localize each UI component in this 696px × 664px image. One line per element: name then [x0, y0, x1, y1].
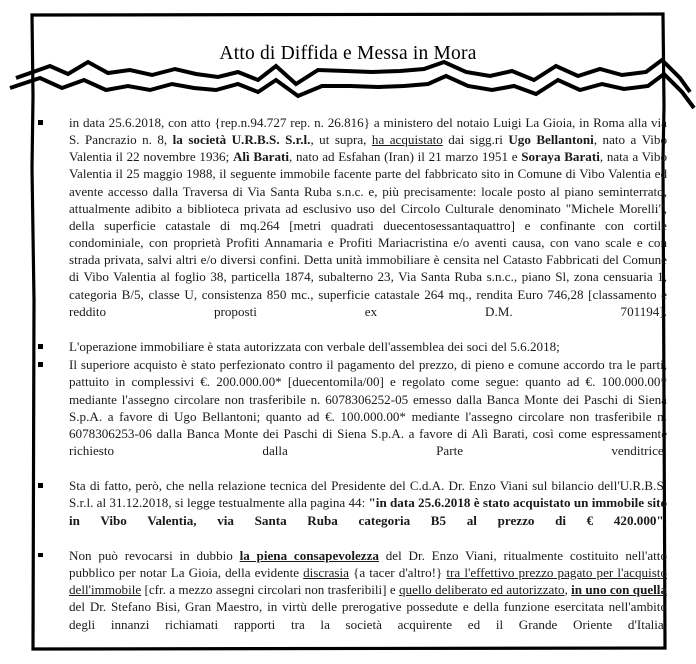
plain-text: Non può revocarsi in dubbio [69, 547, 240, 563]
plain-text: , [564, 582, 572, 598]
bullet-square-icon [38, 362, 43, 367]
plain-text: Il superiore acquisto è stato perfezionato contro il pagamento del prezzo, di pieno e comune accordo tra le parti, pattuito in complessivi €. 200.000.00* [duecentomila/00] e regolato come segue: quanto ad €. 100.000.00* mediante l'assegno circolare non trasferibile n. 6078306252-05 emesso dalla Banca Monte dei Paschi di Siena S.p.A. a favore di Ugo Bellantoni; quanto ad €. 100.000.00* mediante l'assegno circolare non trasferibile n. 6078306253-06 dalla Banca Monte dei Paschi di Siena S.p.A. a favore di Alì Barati, così come espressamente richiesto dalla Parte venditrice. [69, 357, 667, 458]
underlined-text: tra l'effettivo prezzo pagato per l'acquisto dell'immobile [69, 565, 667, 598]
paragraph-text [69, 114, 667, 337]
bold-text: Soraya Barati [521, 149, 600, 165]
underlined-text: quello deliberato ed autorizzato [399, 582, 565, 598]
paragraph-text [69, 477, 667, 546]
document-body [31, 114, 667, 651]
plain-text: [cfr. a mezzo assegni circolari non trasferibili] e [141, 582, 399, 598]
list-item [31, 114, 667, 337]
plain-text: , ut supra, [310, 132, 372, 148]
bullet-square-icon [38, 120, 43, 125]
bullet-square-icon [38, 553, 43, 558]
bold-text: la società U.R.B.S. S.r.l. [172, 132, 311, 148]
bold-text: Ugo Bellantoni [508, 132, 594, 148]
plain-text: {a tacer d'altro!} [348, 565, 447, 581]
list-item [31, 477, 667, 546]
underlined-text: ha acquistato [371, 132, 443, 148]
plain-text: , nato a Vibo Valentia il 22 novembre 1936; [69, 132, 667, 165]
plain-text: L'operazione immobiliare è stata autorizzata con verbale dell'assemblea dei soci del 5.6.2018; [69, 339, 560, 355]
bullet-square-icon [38, 483, 43, 488]
bold-underlined-text: la piena consapevolezza [239, 547, 379, 563]
list-item [31, 356, 667, 476]
plain-text: , nato ad Esfahan (Iran) il 21 marzo 1951 e [289, 149, 522, 165]
bold-text: "in data 25.6.2018 è stato acquistato un immobile sito in Vibo Valentia, via Santa Ruba categoria B5 al prezzo di € 420.000" [69, 495, 667, 528]
bold-underlined-text: in uno con quella [571, 582, 667, 598]
plain-text: del Dr. Enzo Viani, ritualmente costituito nell'atto pubblico per notar La Gioia, della evidente [69, 547, 667, 581]
plain-text: del Dr. Stefano Bisi, Gran Maestro, in virtù delle prerogative possedute e della funzione esercitata nell'ambito degli innanzi richiamati rapporti tra la società acquirente ed il Grande Oriente d'Italia. [69, 599, 667, 632]
tear-line-lower [10, 74, 694, 108]
list-item [31, 338, 667, 355]
paragraph-text [69, 356, 667, 476]
title-container [0, 30, 696, 78]
plain-text: . [663, 512, 667, 528]
bullet-list [31, 114, 667, 650]
plain-text: in data 25.6.2018, con atto {rep.n.94.727 rep. n. 26.816} a ministero del notaio Luigi La Gioia, in Roma alla via S. Pancrazio n. 8, [69, 115, 667, 148]
plain-text: Sta di fatto, però, che nella relazione tecnica del Presidente del C.d.A. Dr. Enzo Viani sul bilancio dell'U.R.B.S. S.r.l. al 31.12.2018, si legge testualmente alla pagina 44: [69, 478, 667, 511]
paragraph-text [69, 547, 667, 650]
plain-text: dai sigg.ri [442, 132, 509, 148]
plain-text: , nata a Vibo Valentia il 25 maggio 1988, il seguente immobile facente parte del fabbricato sito in Comune di Vibo Valentia ed avente accesso dalla Traversa di Via Santa Ruba s.n.c. e, più precisamente: locale posto al piano seminterrato, attualmente adibito a biblioteca privata ad esclusivo uso del Circolo Culturale denominato "Michele Morelli", della superficie catastale di mq.264 [metri quadrati duecentosessantaquattro] e confinante con cortile condominiale, con proprietà Profiti Annamaria e Profiti Mariacristina e/o aventi causa, con vano scale e con strada privata, salvi altri e/o diversi confini. Detta unità immobiliare è censita nel Catasto Fabbricati del Comune di Vibo Valentia al foglio 38, particella 1874, subalterno 23, Via Santa Ruba s.n.c., piano Sl, zona censuaria 1, categoria B/5, classe U, consistenza 850 mc., superficie catastale 264 mq., rendita Euro 746,28 [classamento e reddito proposti ex D.M. 701194]. [69, 149, 667, 319]
bold-text: Alì Barati [232, 149, 290, 165]
page-title: Atto di Diffida e Messa in Mora [219, 43, 477, 65]
paragraph-text [69, 338, 667, 355]
underlined-text: discrasia [303, 565, 349, 581]
bullet-square-icon [38, 344, 43, 349]
list-item [31, 547, 667, 650]
